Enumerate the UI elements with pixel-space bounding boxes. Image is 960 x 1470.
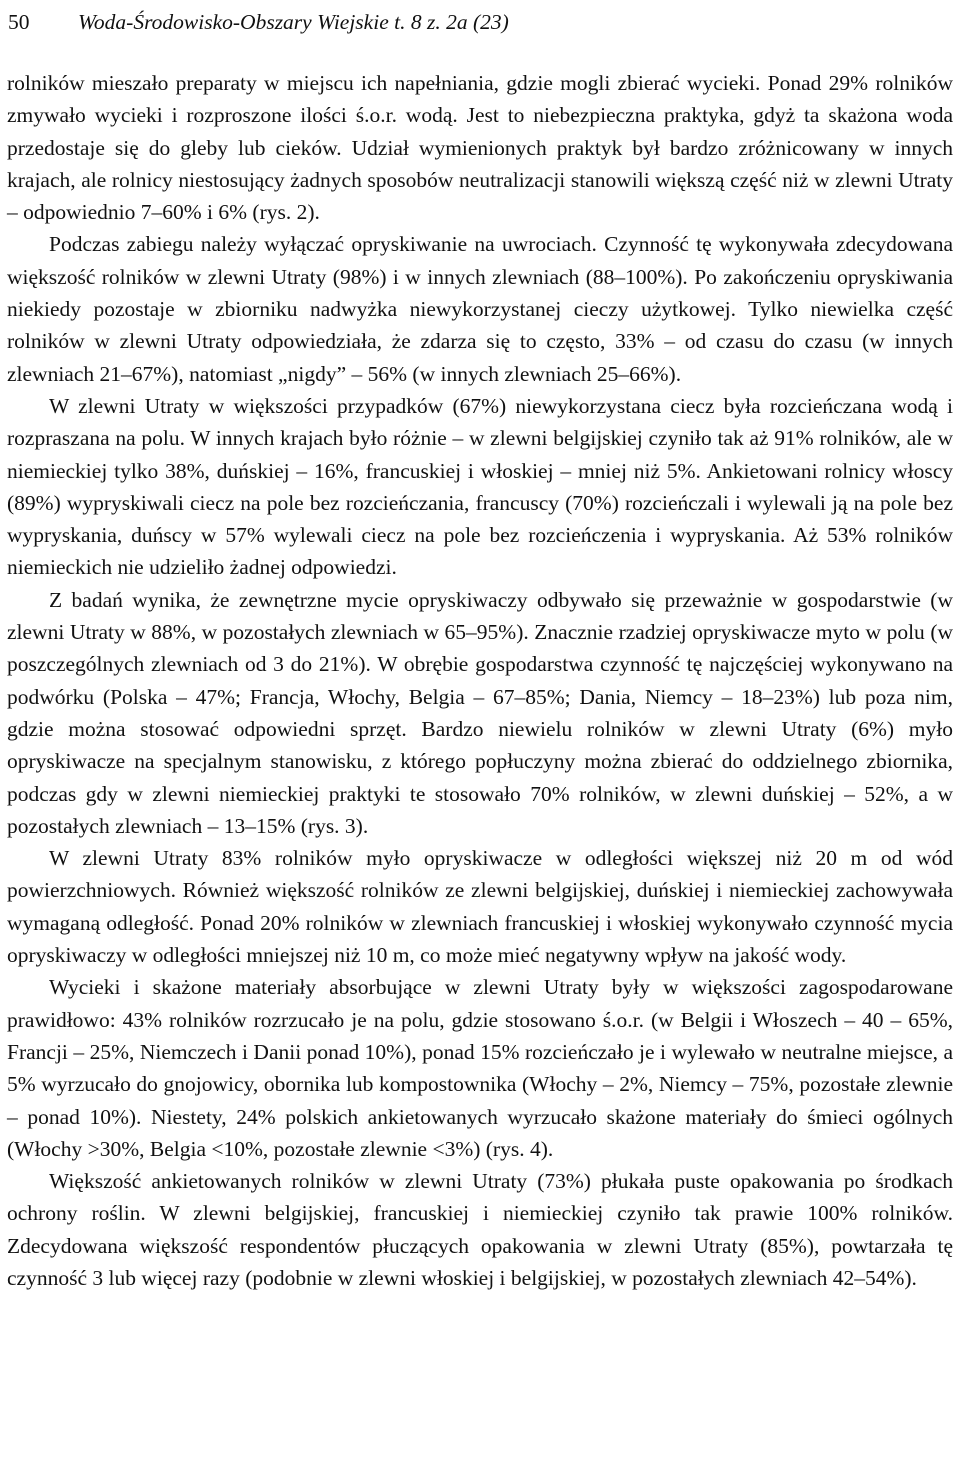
- running-header: [8, 4, 948, 40]
- paragraph: Z badań wynika, że zewnętrzne mycie opryskiwaczy odbywało się przeważnie w gospodarstwie (w zlewni Utraty w 88%, w pozostałych zlewniach w 65–95%). Znacznie rzadziej opryskiwacze myto w polu (w poszczególnych zlewniach od 3 do 21%). W obrębie gospodarstwa czynność tę najczęściej wykonywano na podwórku (Polska – 47%; Francja, Włochy, Belgia – 67–85%; Dania, Niemcy – 18–23%) lub poza nim, gdzie można stosować odpowiedni sprzęt. Bardzo niewielu rolników w zlewni Utraty (6%) myło opryskiwacze na specjalnym stanowisku, z którego popłuczyny można zbierać do oddzielnego zbiornika, podczas gdy w zlewni niemieckiej praktyki te stosowało 70% rolników, w zlewni duńskiej – 52%, a w pozostałych zlewniach – 13–15% (rys. 3).: [7, 587, 953, 838]
- paragraph-continued: rolników mieszało preparaty w miejscu ich napełniania, gdzie mogli zbierać wycieki. Ponad 29% rolników zmywało wycieki i rozproszone ilości ś.o.r. wodą. Jest to niebezpieczna praktyka, gdyż ta skażona woda przedostaje się do gleby lub cieków. Udział wymienionych praktyk był bardzo zróżnicowany w innych krajach, ale rolnicy niestosujący żadnych sposobów neutralizacji stanowili większą część niż w zlewni Utraty – odpowiednio 7–60% i 6% (rys. 2).: [7, 71, 953, 225]
- paragraph: W zlewni Utraty 83% rolników myło opryskiwacze w odległości większej niż 20 m od wód powierzchniowych. Również większość rolników ze zlewni belgijskiej, duńskiej i niemieckiej zachowywała wymaganą odległość. Ponad 20% rolników w zlewniach francuskiej i włoskiej wykonywało czynność mycia opryskiwaczy w odległości mniejszej niż 10 m, co może mieć negatywny wpływ na jakość wody.: [7, 846, 953, 968]
- page-number: 50: [8, 10, 30, 34]
- paragraph: Podczas zabiegu należy wyłączać opryskiwanie na uwrociach. Czynność tę wykonywała zdecydowana większość rolników w zlewni Utraty (98%) i w innych zlewniach (88–100%). Po zakończeniu opryskiwania niekiedy pozostaje w zbiorniku nadwyżka niewykorzystanej cieczy użytkowej. Tylko niewielka część rolników w zlewni Utraty odpowiedziała, że zdarza się to często, 33% – od czasu do czasu (w innych zlewniach 21–67%), natomiast „nigdy” – 56% (w innych zlewniach 25–66%).: [7, 232, 953, 386]
- body-text: [7, 67, 953, 1294]
- paragraph: Większość ankietowanych rolników w zlewni Utraty (73%) płukała puste opakowania po środkach ochrony roślin. W zlewni belgijskiej, francuskiej i niemieckiej czyniło tak prawie 100% rolników. Zdecydowana większość respondentów płuczących opakowania w zlewni Utraty (85%), powtarzała tę czynność 3 lub więcej razy (podobnie w zlewni włoskiej i belgijskiej, w pozostałych zlewniach 42–54%).: [7, 1169, 953, 1290]
- paragraph: Wycieki i skażone materiały absorbujące w zlewni Utraty były w większości zagospodarowane prawidłowo: 43% rolników rozrzucało je na polu, gdzie stosowano ś.o.r. (w Belgii i Włoszech – 40 – 65%, Francji – 25%, Niemczech i Danii ponad 10%), ponad 15% rozcieńczało je i wylewało w neutralne miejsce, a 5% wyrzucało do gnojowicy, obornika lub kompostownika (Włochy – 2%, Niemcy – 75%, pozostałe zlewnie – ponad 10%). Niestety, 24% polskich ankietowanych wyrzucało skażone materiały do śmieci ogólnych (Włochy >30%, Belgia <10%, pozostałe zlewnie <3%) (rys. 4).: [7, 975, 953, 1161]
- paragraph: W zlewni Utraty w większości przypadków (67%) niewykorzystana ciecz była rozcieńczana wodą i rozpraszana na polu. W innych krajach było różnie – w zlewni belgijskiej czyniło tak aż 91% rolników, ale w niemieckiej tylko 38%, duńskiej – 16%, francuskiej i włoskiej – mniej niż 5%. Ankietowani rolnicy włoscy (89%) wypryskiwali ciecz na pole bez rozcieńczania, francuscy (70%) rozcieńczali i wylewali ją na pole bez wypryskania, duńscy w 57% wylewali ciecz na pole bez rozcieńczenia i wypryskania. Aż 53% rolników niemieckich nie udzieliło żadnej odpowiedzi.: [7, 393, 953, 580]
- journal-reference: Woda-Środowisko-Obszary Wiejskie t. 8 z. 2a (23): [78, 10, 509, 34]
